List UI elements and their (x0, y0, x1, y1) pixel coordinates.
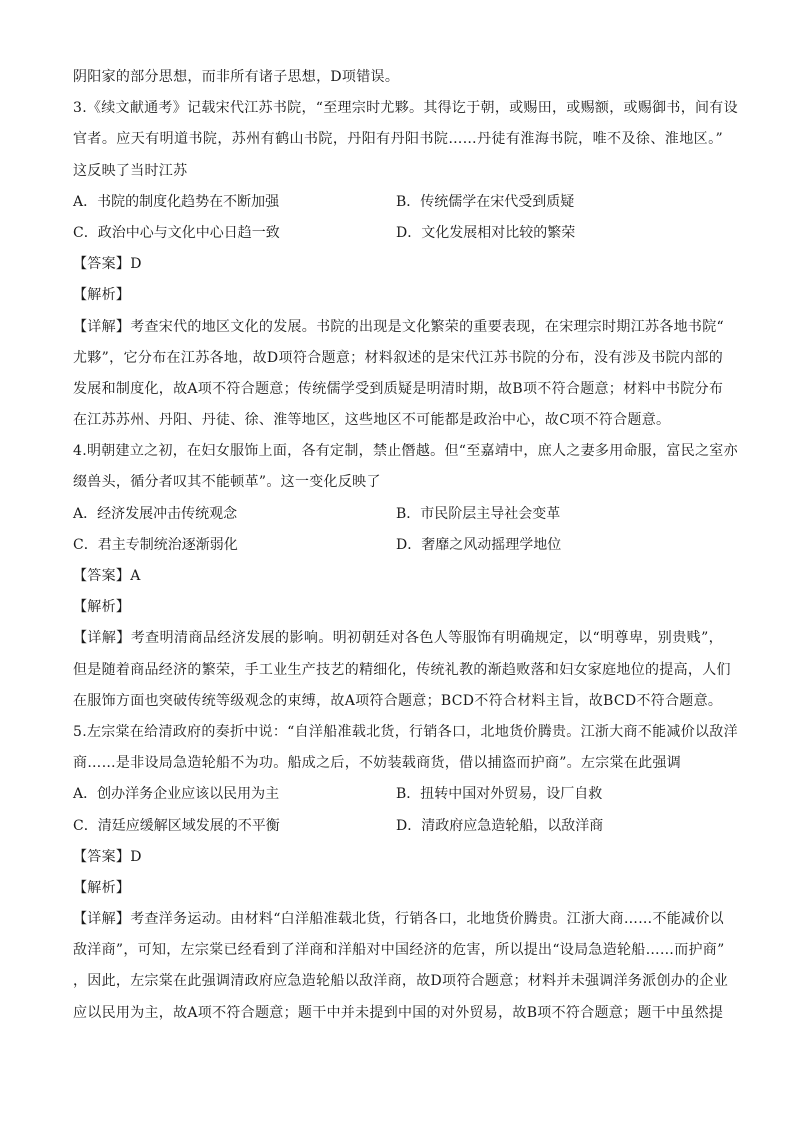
detail-text: ，因此，左宗棠在此强调清政府应急造轮船以敌洋商，故D项符合题意；材料并未强调洋务派创办的企业 (73, 973, 729, 990)
question-5-stem: 5.左宗棠在给清政府的奏折中说：“自洋船准载北货，行销各口，北地货价腾贵。江浙大商不能减价以敌洋 (73, 723, 738, 740)
question-3-options-row (73, 218, 723, 249)
option-c: C．政治中心与文化中心日趋一致 (73, 224, 280, 241)
detail-text: 敌洋商”，可知，左宗棠已经看到了洋商和洋船对中国经济的危害，所以提出“设局急造轮船……而护商” (73, 942, 725, 959)
question-4-options-row (73, 499, 723, 530)
analysis-label: 【解析】 (73, 879, 131, 896)
option-a: A．经济发展冲击传统观念 (73, 505, 238, 522)
detail-text: 但是随着商品经济的繁荣，手工业生产技艺的精细化，传统礼教的渐趋败落和妇女家庭地位的提高，人们 (73, 661, 731, 678)
document-page (73, 62, 738, 1029)
option-b: B．传统儒学在宋代受到质疑 (396, 193, 575, 210)
option-b: B．市民阶层主导社会变革 (396, 505, 561, 522)
question-3-stem: 官者。应天有明道书院，苏州有鹤山书院，丹阳有丹阳书院……丹徒有淮海书院，唯不及徐、淮地区。” (73, 131, 723, 148)
detail-text: 应以民用为主，故A项不符合题意；题干中并未提到中国的对外贸易，故B项不符合题意；题干中虽然提 (73, 1004, 724, 1021)
question-3-stem: 这反映了当时江苏 (73, 162, 188, 179)
answer-label: 【答案】D (73, 256, 142, 273)
analysis-label: 【解析】 (73, 287, 131, 304)
detail-text: 【详解】考查洋务运动。由材料“白洋船准载北货，行销各口，北地货价腾贵。江浙大商……不能减价以 (73, 911, 724, 928)
detail-text: 【详解】考查明清商品经济发展的影响。明初朝廷对各色人等服饰有明确规定，以“明尊卑，别贵贱”， (73, 630, 723, 647)
question-3-options-row (73, 187, 723, 218)
answer-label: 【答案】D (73, 848, 142, 865)
option-d: D．文化发展相对比较的繁荣 (396, 224, 576, 241)
question-4-stem: 缀兽头，循分者叹其不能顿革”。这一变化反映了 (73, 474, 381, 491)
detail-text: 发展和制度化，故A项不符合题意；传统儒学受到质疑是明清时期，故B项不符合题意；材料中书院分布 (73, 380, 724, 397)
option-c: C．君主专制统治逐渐弱化 (73, 536, 238, 553)
option-c: C．清廷应缓解区域发展的不平衡 (73, 817, 280, 834)
question-3-stem: 3.《续文献通考》记载宋代江苏书院，“至理宗时尤夥。其得讫于朝，或赐田，或赐额，或赐御书，间有设 (73, 100, 738, 117)
text-line: 阴阳家的部分思想，而非所有诸子思想，D项错误。 (73, 69, 400, 85)
detail-text: 尤夥”，它分布在江苏各地，故D项符合题意；材料叙述的是宋代江苏书院的分布，没有涉及书院内部的 (73, 349, 723, 366)
question-4-stem: 4.明朝建立之初，在妇女服饰上面，各有定制，禁止僭越。但“至嘉靖中，庶人之妻多用命服，富民之室亦 (73, 443, 738, 460)
detail-text: 【详解】考查宋代的地区文化的发展。书院的出现是文化繁荣的重要表现，在宋理宗时期江苏各地书院“ (73, 318, 724, 335)
option-a: A．创办洋务企业应该以民用为主 (73, 786, 280, 803)
question-5-options-row (73, 811, 723, 842)
option-b: B．扭转中国对外贸易，设厂自救 (396, 786, 603, 803)
answer-label: 【答案】A (73, 568, 141, 584)
option-d: D．清政府应急造轮船，以敌洋商 (396, 817, 604, 834)
detail-text: 在江苏苏州、丹阳、丹徒、徐、淮等地区，这些地区不可能都是政治中心，故C项不符合题意。 (73, 412, 671, 429)
option-a: A．书院的制度化趋势在不断加强 (73, 193, 280, 210)
question-5-options-row (73, 779, 723, 810)
question-5-stem: 商……是非设局急造轮船不为功。船成之后，不妨装载商货，借以捕盗而护商”。左宗棠在此强调 (73, 755, 682, 772)
question-4-options-row (73, 530, 723, 561)
analysis-label: 【解析】 (73, 599, 131, 616)
option-d: D．奢靡之风动摇理学地位 (396, 536, 562, 553)
detail-text: 在服饰方面也突破传统等级观念的束缚，故A项符合题意；BCD不符合材料主旨，故BCD不符合题意。 (73, 692, 723, 709)
